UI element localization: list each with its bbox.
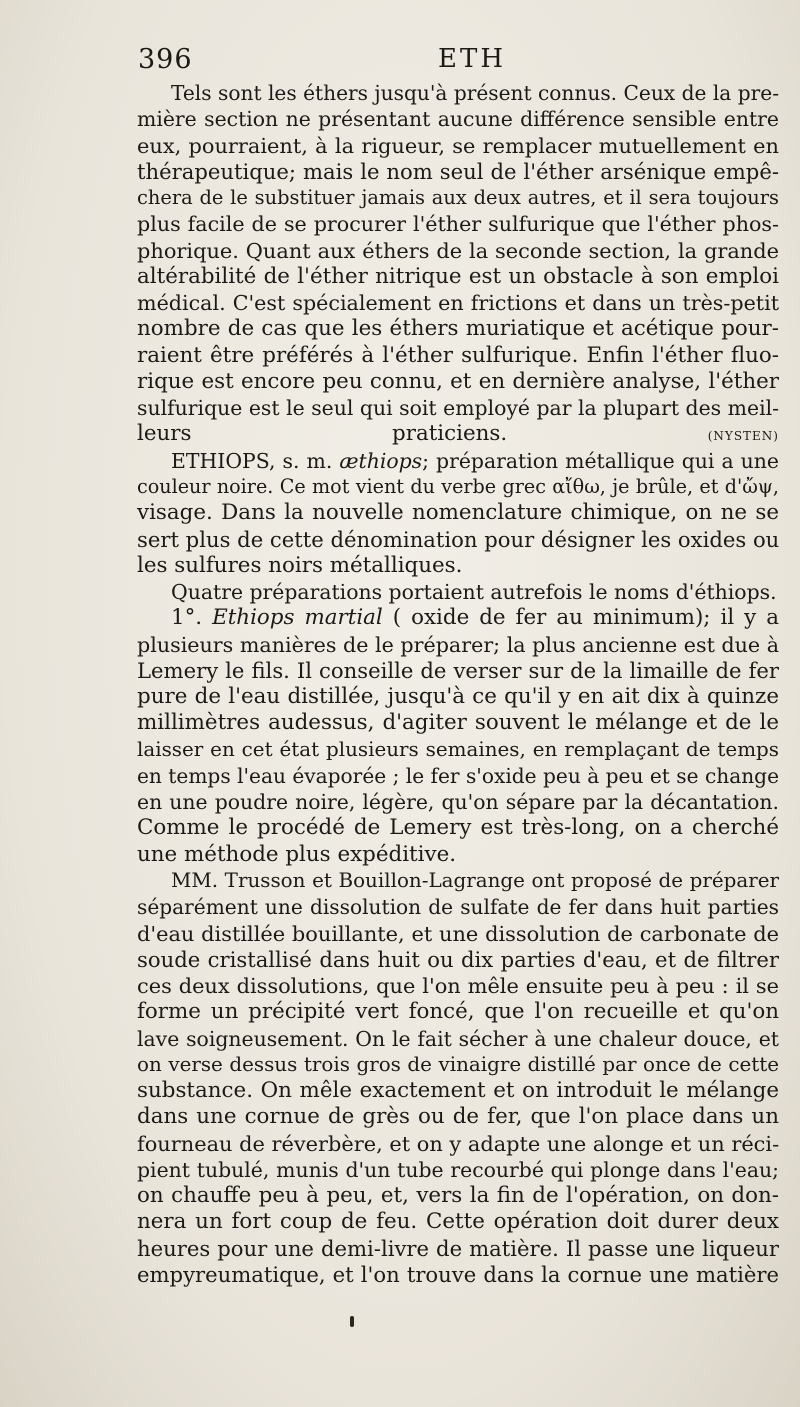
text-line: on chauffe peu à peu, et, vers la fin de l'opération, on don- — [137, 1183, 779, 1209]
text-line: substance. On mêle exactement et on introduit le mélange — [137, 1078, 779, 1104]
part-of-speech: , s. m. — [269, 448, 340, 473]
text-line: d'eau distillée bouillante, et une dissolution de carbonate de — [137, 921, 779, 946]
text-line: on verse dessus trois gros de vinaigre distillé par once de cette — [137, 1052, 779, 1076]
text-line: pure de l'eau distillée, jusqu'à ce qu'il y en ait dix à quinze — [137, 684, 779, 710]
text-line: visage. Dans la nouvelle nomenclature chimique, on ne se — [137, 500, 779, 526]
text-line: ces deux dissolutions, que l'on mêle ensuite peu à peu : il se — [137, 974, 779, 999]
text-fragment: leurs praticiens. — [137, 421, 508, 447]
text-line: lave soigneusement. On le fait sécher à une chaleur douce, et — [137, 1026, 779, 1051]
ink-mark — [350, 1316, 354, 1327]
text-line: thérapeutique; mais le nom seul de l'éther arsénique empê- — [137, 158, 779, 184]
text-line: les sulfures noirs métalliques. — [137, 552, 463, 578]
text-line: médical. C'est spécialement en frictions et dans un très-petit — [137, 291, 779, 316]
latin-term: æthiops — [339, 448, 423, 473]
text-line: nera un fort coup de feu. Cette opération doit durer deux — [137, 1209, 779, 1235]
text-line-with-signature — [137, 421, 779, 447]
text-line: eux, pourraient, à la rigueur, se remplacer mutuellement en — [137, 133, 779, 158]
text-line: chera de le substituer jamais aux deux autres, et il sera toujours — [137, 186, 779, 210]
text-line: sert plus de cette dénomination pour désigner les oxides ou — [137, 526, 780, 552]
body-text — [137, 80, 779, 1288]
text-line: en temps l'eau évaporée ; le fer s'oxide peu à peu et se change — [137, 763, 779, 788]
text-line: mière section ne présentant aucune différence sensible entre — [137, 107, 779, 132]
text-line: heures pour une demi-livre de matière. Il passe une liqueur — [137, 1235, 779, 1261]
text-line: dans une cornue de grès ou de fer, que l'on place dans un — [137, 1104, 779, 1130]
text-line: forme un précipité vert foncé, que l'on recueille et qu'on — [137, 999, 779, 1025]
text-line: Comme le procédé de Lemery est très-long, on a cherché — [137, 815, 779, 841]
item-number: 1°. — [171, 605, 213, 631]
definition-start: ; préparation métallique qui a une — [422, 448, 779, 473]
text-line: couleur noire. Ce mot vient du verbe grec αἴθω, je brûle, et d'ὤψ, — [137, 474, 779, 498]
text-line: Tels sont les éthers jusqu'à présent connus. Ceux de la pre- — [171, 81, 779, 105]
entry-headword: ETHIOPS — [171, 448, 270, 473]
text-line: altérabilité de l'éther nitrique est un obstacle à son emploi — [137, 263, 779, 289]
text-line: MM. Trusson et Bouillon-Lagrange ont proposé de préparer — [171, 868, 779, 892]
running-head: ETH — [438, 44, 506, 74]
item-text: ( oxide de fer au minimum); il y a — [382, 605, 779, 631]
text-line: nombre de cas que les éthers muriatique et acétique pour- — [137, 316, 779, 342]
text-line: pient tubulé, munis d'un tube recourbé qui plonge dans l'eau; — [137, 1157, 779, 1182]
item-headline — [137, 605, 779, 631]
text-line: Lemery le fils. Il conseille de verser sur de la limaille de fer — [137, 657, 779, 683]
text-line: une méthode plus expéditive. — [137, 841, 457, 867]
text-line: rique est encore peu connu, et en dernière analyse, l'éther — [137, 368, 779, 394]
page-number: 396 — [138, 44, 193, 75]
entry-headline — [137, 448, 779, 474]
text-line: plusieurs manières de le préparer; la plus ancienne est due à — [137, 632, 780, 657]
text-line: plus facile de se procurer l'éther sulfurique que l'éther phos- — [137, 212, 779, 237]
text-line: séparément une dissolution de sulfate de fer dans huit parties — [137, 895, 779, 920]
author-signature: (NYSTEN) — [707, 429, 779, 444]
text-line: empyreumatique, et l'on trouve dans la cornue une matière — [137, 1261, 779, 1287]
text-line: Quatre préparations portaient autrefois le noms d'éthiops. — [171, 580, 777, 605]
text-line: phorique. Quant aux éthers de la seconde section, la grande — [137, 238, 779, 263]
text-line: soude cristallisé dans huit ou dix parties d'eau, et de filtrer — [137, 946, 779, 972]
page-header — [138, 44, 778, 78]
item-name: Ethiops martial — [212, 605, 383, 631]
text-line: laisser en cet état plusieurs semaines, en remplaçant de temps — [137, 737, 779, 761]
text-line: sulfurique est le seul qui soit employé par la plupart des meil- — [137, 396, 779, 421]
text-line: millimètres audessus, d'agiter souvent le mélange et de le — [137, 710, 779, 736]
text-line: raient être préférés à l'éther sulfurique. Enfin l'éther fluo- — [137, 342, 779, 368]
text-line: fourneau de réverbère, et on y adapte une alonge et un réci- — [137, 1131, 780, 1156]
text-line: en une poudre noire, légère, qu'on sépare par la décantation. — [137, 790, 779, 815]
